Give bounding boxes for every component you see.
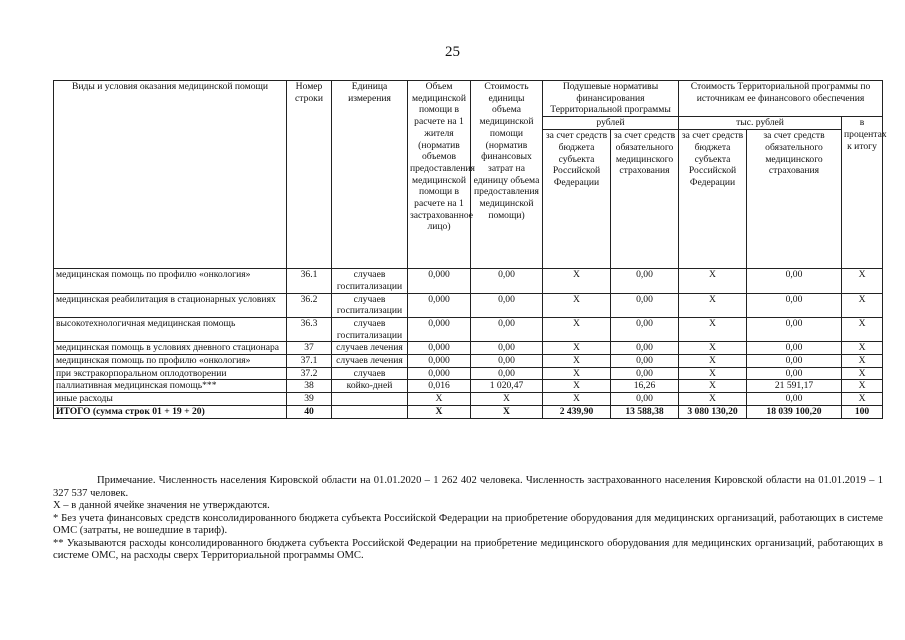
cell-percent: Х	[842, 317, 883, 341]
cell-budget-thous: Х	[679, 269, 747, 293]
cell-number: 36.1	[287, 269, 332, 293]
cell-name: ИТОГО (сумма строк 01 + 19 + 20)	[54, 405, 287, 418]
header-row-number: Номер строки	[287, 81, 332, 269]
cell-unit	[332, 393, 408, 406]
cell-oms-rub: 0,00	[611, 367, 679, 380]
cell-oms-rub: 13 588,38	[611, 405, 679, 418]
total-row	[54, 405, 883, 418]
cell-oms-thous: 0,00	[747, 367, 842, 380]
cell-percent: Х	[842, 355, 883, 368]
cell-percent: Х	[842, 342, 883, 355]
cell-name: при экстракорпоральном оплодотворении	[54, 367, 287, 380]
cell-number: 37.2	[287, 367, 332, 380]
cell-number: 40	[287, 405, 332, 418]
cell-name: медицинская реабилитация в стационарных условиях	[54, 293, 287, 317]
cell-budget-rub: Х	[543, 393, 611, 406]
cell-oms-rub: 0,00	[611, 342, 679, 355]
header-budget-2: за счет средств бюджета субъекта Российской Федерации	[679, 130, 747, 269]
cell-volume: 0,000	[408, 355, 471, 368]
cell-budget-thous: Х	[679, 367, 747, 380]
cell-oms-thous: 21 591,17	[747, 380, 842, 393]
cell-name: иные расходы	[54, 393, 287, 406]
cell-budget-thous: Х	[679, 317, 747, 341]
cell-volume: Х	[408, 405, 471, 418]
cell-budget-rub: Х	[543, 367, 611, 380]
cell-budget-rub: Х	[543, 293, 611, 317]
cell-oms-rub: 0,00	[611, 269, 679, 293]
cell-volume: 0,000	[408, 342, 471, 355]
table-row	[54, 342, 883, 355]
cell-oms-thous: 0,00	[747, 355, 842, 368]
cell-oms-rub: 0,00	[611, 355, 679, 368]
cell-name: высокотехнологичная медицинская помощь	[54, 317, 287, 341]
header-percent: в процентах к итогу	[842, 117, 883, 269]
cell-oms-rub: 16,26	[611, 380, 679, 393]
cell-unit: случаев госпитализации	[332, 269, 408, 293]
cell-cost: Х	[471, 393, 543, 406]
table-row	[54, 317, 883, 341]
cell-cost: 0,00	[471, 317, 543, 341]
cell-oms-rub: 0,00	[611, 393, 679, 406]
table-row	[54, 367, 883, 380]
note-one-star: * Без учета финансовых средств консолидированного бюджета субъекта Российской Федерации на приобретение оборудования для медицинских организаций, работающих в системе ОМС (затраты, не вошедшие в тариф).	[53, 512, 883, 536]
cell-unit: случаев	[332, 367, 408, 380]
cell-unit: койко-дней	[332, 380, 408, 393]
header-unit-cost: Стоимость единицы объема медицинской помощи (норматив финансовых затрат на единицу объема предоставления медицинской помощи)	[471, 81, 543, 269]
cell-name: медицинская помощь по профилю «онкология»	[54, 355, 287, 368]
cell-oms-thous: 0,00	[747, 317, 842, 341]
header-oms-2: за счет средств обязательного медицинского страхования	[747, 130, 842, 269]
cell-oms-thous: 0,00	[747, 393, 842, 406]
cell-number: 38	[287, 380, 332, 393]
cell-volume: 0,016	[408, 380, 471, 393]
header-program-cost: Стоимость Территориальной программы по источникам ее финансового обеспечения	[679, 81, 883, 117]
cell-cost: 0,00	[471, 269, 543, 293]
cell-oms-thous: 18 039 100,20	[747, 405, 842, 418]
cell-name: медицинская помощь по профилю «онкология»	[54, 269, 287, 293]
cell-budget-thous: Х	[679, 355, 747, 368]
cell-oms-thous: 0,00	[747, 342, 842, 355]
header-volume: Объем медицинской помощи в расчете на 1 жителя (норматив объемов предоставления медицинской помощи в расчете на 1 застрахованное лицо)	[408, 81, 471, 269]
cell-number: 36.2	[287, 293, 332, 317]
cell-unit: случаев лечения	[332, 355, 408, 368]
cell-unit: случаев госпитализации	[332, 293, 408, 317]
note-x-meaning: Х – в данной ячейке значения не утверждаются.	[53, 500, 270, 511]
table-row	[54, 269, 883, 293]
cell-budget-rub: Х	[543, 355, 611, 368]
cell-percent: Х	[842, 380, 883, 393]
cell-volume: 0,000	[408, 269, 471, 293]
cell-oms-rub: 0,00	[611, 293, 679, 317]
cell-cost: Х	[471, 405, 543, 418]
cell-oms-thous: 0,00	[747, 293, 842, 317]
cell-percent: Х	[842, 367, 883, 380]
header-oms: за счет средств обязательного медицинского страхования	[611, 130, 679, 269]
table-row	[54, 380, 883, 393]
header-unit: Единица измерения	[332, 81, 408, 269]
cell-name: паллиативная медицинская помощь***	[54, 380, 287, 393]
cell-volume: 0,000	[408, 293, 471, 317]
cell-number: 37	[287, 342, 332, 355]
cell-volume: 0,000	[408, 367, 471, 380]
cell-volume: 0,000	[408, 317, 471, 341]
cell-unit: случаев госпитализации	[332, 317, 408, 341]
cell-percent: Х	[842, 393, 883, 406]
cell-cost: 0,00	[471, 355, 543, 368]
cell-cost: 1 020,47	[471, 380, 543, 393]
table-row	[54, 293, 883, 317]
page-number: 25	[445, 44, 460, 60]
cell-budget-rub: Х	[543, 380, 611, 393]
cell-unit: случаев лечения	[332, 342, 408, 355]
header-thousand-rubles: тыс. рублей	[679, 117, 842, 130]
cell-percent: 100	[842, 405, 883, 418]
cell-number: 36.3	[287, 317, 332, 341]
cell-number: 39	[287, 393, 332, 406]
footnotes	[53, 475, 883, 563]
cell-budget-thous: 3 080 130,20	[679, 405, 747, 418]
cell-budget-rub: 2 439,90	[543, 405, 611, 418]
cell-unit	[332, 405, 408, 418]
note-two-stars: ** Указываются расходы консолидированного бюджета субъекта Российской Федерации на приобретение медицинского оборудования для медицинских организаций, работающих в системе ОМС, на расходы сверх Территориальной программы ОМС.	[53, 537, 883, 561]
note-population: Примечание. Численность населения Кировской области на 01.01.2020 – 1 262 402 человека. Численность застрахованного населения Кировской области на 01.01.2019 – 1 327 537 человек.	[53, 475, 883, 499]
cell-budget-rub: Х	[543, 342, 611, 355]
header-per-capita: Подушевые нормативы финансирования Территориальной программы	[543, 81, 679, 117]
cell-budget-thous: Х	[679, 342, 747, 355]
cell-name: медицинская помощь в условиях дневного стационара	[54, 342, 287, 355]
cell-budget-thous: Х	[679, 393, 747, 406]
cell-number: 37.1	[287, 355, 332, 368]
cell-percent: Х	[842, 269, 883, 293]
cell-budget-thous: Х	[679, 380, 747, 393]
cell-oms-thous: 0,00	[747, 269, 842, 293]
header-type: Виды и условия оказания медицинской помощи	[54, 81, 287, 269]
cell-budget-rub: Х	[543, 317, 611, 341]
cell-cost: 0,00	[471, 342, 543, 355]
cell-cost: 0,00	[471, 293, 543, 317]
header-budget: за счет средств бюджета субъекта Российской Федерации	[543, 130, 611, 269]
header-rubles: рублей	[543, 117, 679, 130]
program-cost-table	[53, 80, 887, 419]
table-row	[54, 393, 883, 406]
cell-percent: Х	[842, 293, 883, 317]
table-row	[54, 355, 883, 368]
cell-volume: Х	[408, 393, 471, 406]
cell-cost: 0,00	[471, 367, 543, 380]
cell-budget-thous: Х	[679, 293, 747, 317]
cell-budget-rub: Х	[543, 269, 611, 293]
cell-oms-rub: 0,00	[611, 317, 679, 341]
